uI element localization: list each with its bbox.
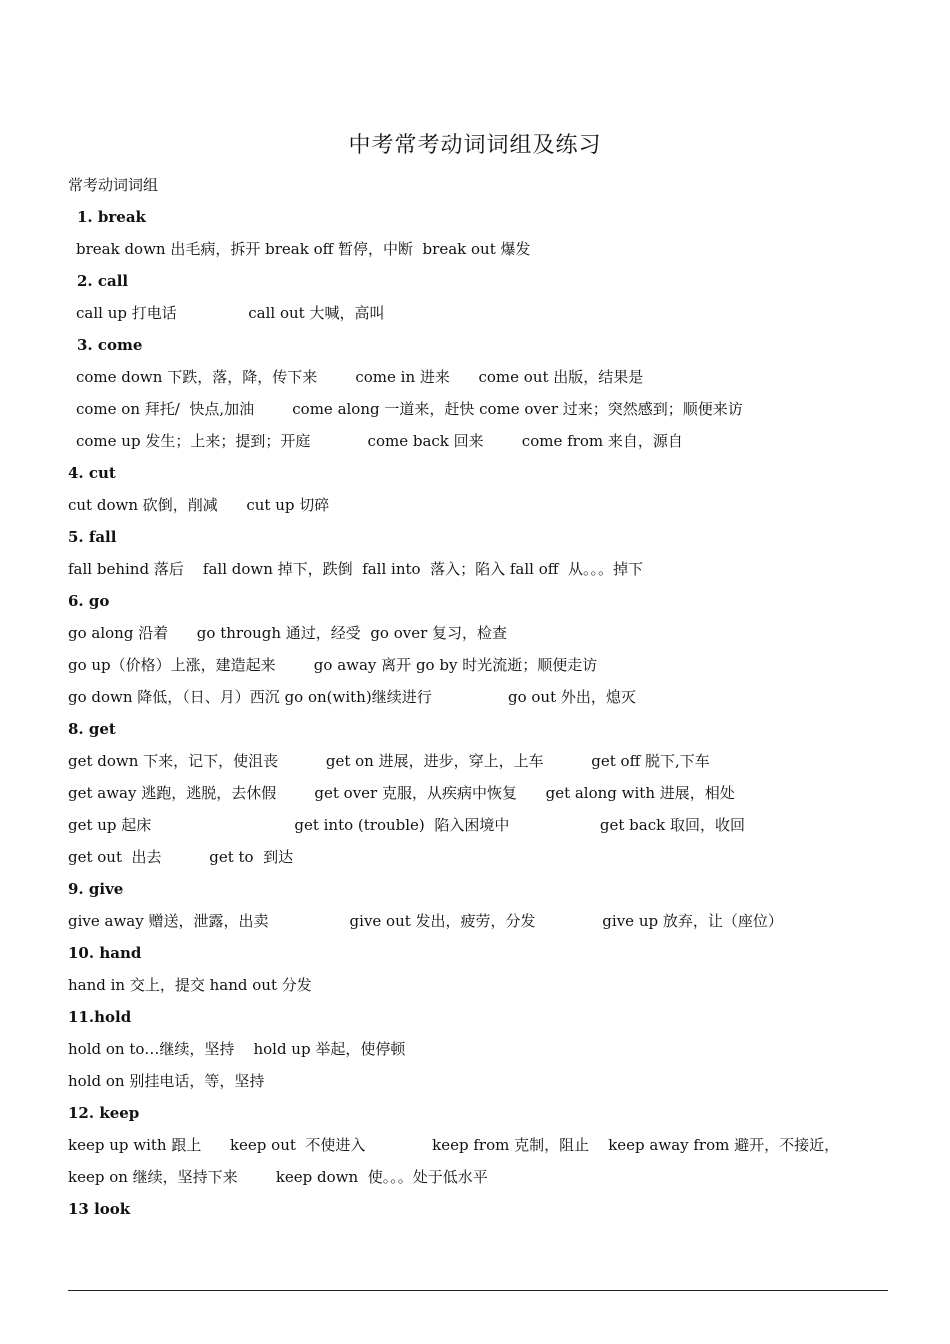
entry-heading: 2. call	[77, 272, 129, 290]
phrase-line: cut down 砍倒，削减 cut up 切碎	[68, 496, 330, 514]
phrase-line: get down 下来，记下，使沮丧 get on 进展，进步，穿上，上车 get off 脱下,下车	[68, 752, 710, 770]
entry-heading: 3. come	[77, 336, 143, 354]
phrase-line: come up 发生；上来；提到；开庭 come back 回来 come from 来自，源自	[76, 432, 683, 450]
entry-heading: 5. fall	[68, 528, 117, 546]
document-title: 中考常考动词词组及练习	[348, 133, 602, 158]
entry-heading: 11.hold	[68, 1008, 132, 1026]
phrase-line: come down 下跌，落，降，传下来 come in 进来 come out 出版，结果是	[76, 368, 644, 386]
phrase-line: hold on to…继续，坚持 hold up 举起，使停顿	[68, 1040, 406, 1058]
phrase-line: hand in 交上，提交 hand out 分发	[68, 976, 312, 994]
phrase-line: hold on 别挂电话，等，坚持	[68, 1072, 265, 1090]
phrase-line: fall behind 落后 fall down 掉下，跌倒 fall into 落入；陷入 fall off 从。。。掉下	[68, 560, 643, 578]
phrase-line: go up（价格）上涨，建造起来 go away 离开 go by 时光流逝；顺便走访	[68, 656, 598, 674]
entry-heading: 8. get	[68, 720, 116, 738]
phrase-line: go along 沿着 go through 通过，经受 go over 复习，检查	[68, 624, 508, 642]
entry-heading: 9. give	[68, 880, 124, 898]
footer-rule	[68, 1290, 888, 1291]
phrase-line: get out 出去 get to 到达	[68, 848, 294, 866]
phrase-line: keep up with 跟上 keep out 不使进入 keep from 克制，阻止 keep away from 避开，不接近，	[68, 1136, 840, 1154]
phrase-line: get away 逃跑，逃脱，去休假 get over 克服，从疾病中恢复 get along with 进展，相处	[68, 784, 735, 802]
section-heading: 常考动词词组	[68, 176, 159, 194]
phrase-line: come on 拜托/ 快点,加油 come along 一道来，赶快 come over 过来；突然感到；顺便来访	[76, 400, 743, 418]
phrase-line: break down 出毛病，拆开 break off 暂停，中断 break out 爆发	[76, 240, 531, 258]
phrase-line: get up 起床 get into (trouble) 陷入困境中 get back 取回，收回	[68, 816, 745, 834]
phrase-line: keep on 继续，坚持下来 keep down 使。。。处于低水平	[68, 1168, 488, 1186]
entry-heading: 6. go	[68, 592, 110, 610]
phrase-line: give away 赠送，泄露，出卖 give out 发出，疲劳，分发 give up 放弃，让（座位）	[68, 912, 783, 930]
entry-heading: 1. break	[77, 208, 146, 226]
phrase-line: call up 打电话 call out 大喊，高叫	[76, 304, 385, 322]
entry-heading: 4. cut	[68, 464, 116, 482]
entry-heading: 10. hand	[68, 944, 142, 962]
entry-heading: 12. keep	[68, 1104, 140, 1122]
entry-heading: 13 look	[68, 1200, 131, 1218]
phrase-line: go down 降低，（日、月）西沉 go on(with)继续进行 go out 外出，熄灭	[68, 688, 636, 706]
